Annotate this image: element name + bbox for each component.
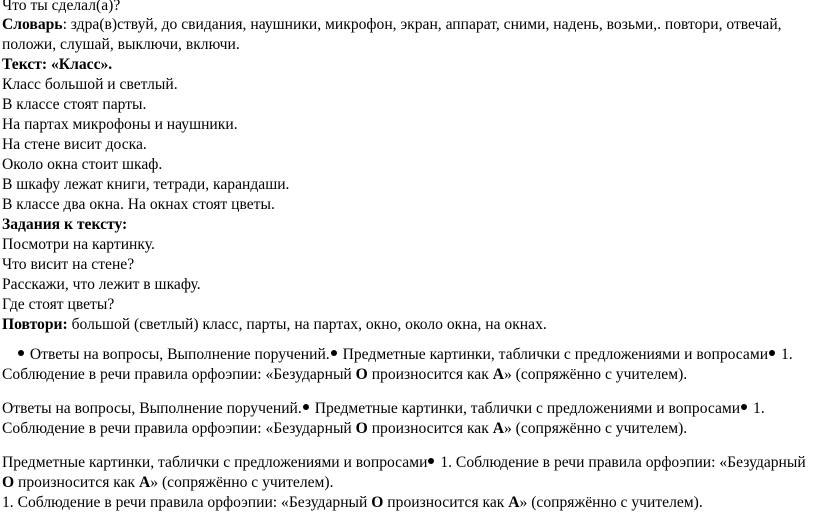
p1-line-2: Соблюдение в речи правила орфоэпии: «Безударный О произносится как А» (сопряжённо с учителем). [2, 366, 688, 383]
header-line: Что ты сделал(а)? [2, 0, 121, 14]
repeat-label: Повтори: [2, 316, 68, 333]
task-line: Расскажи, что лежит в шкафу. [2, 276, 201, 293]
bullet-icon [741, 404, 747, 410]
vocab-label: Словарь [2, 16, 63, 33]
text-line: На партах микрофоны и наушники. [2, 116, 238, 133]
bullet-icon [769, 350, 775, 356]
text-line: В шкафу лежат книги, тетради, карандаши. [2, 176, 290, 193]
task-line: Посмотри на картинку. [2, 236, 155, 253]
task-line: Что висит на стене? [2, 256, 135, 273]
repeat-line [2, 315, 547, 335]
text-title: Текст: «Класс». [2, 56, 113, 73]
p3-line-1: Предметные картинки, таблички с предложениями и вопросами 1. Соблюдение в речи правила орфоэпии: «Безударный [2, 454, 806, 471]
p4-line-1: 1. Соблюдение в речи правила орфоэпии: «Безударный О произносится как А» (сопряжённо с учителем). [2, 494, 703, 511]
vocab-line-1 [2, 15, 782, 35]
text-line: В классе два окна. На окнах стоят цветы. [2, 196, 275, 213]
p2-line-1: Ответы на вопросы, Выполнение поручений. Предметные картинки, таблички с предложениями и вопросами 1. [2, 400, 765, 417]
bullet-icon [428, 458, 434, 464]
text-line: Около окна стоит шкаф. [2, 156, 163, 173]
bullet-icon [18, 350, 24, 356]
p2-line-2: Соблюдение в речи правила орфоэпии: «Безударный О произносится как А» (сопряжённо с учителем). [2, 420, 688, 437]
bullet-icon [331, 350, 337, 356]
text-line: На стене висит доска. [2, 136, 147, 153]
tasks-title: Задания к тексту: [2, 216, 128, 233]
p1-line-1: Ответы на вопросы, Выполнение поручений. Предметные картинки, таблички с предложениями и вопросами 1. [17, 345, 793, 365]
text-line: Класс большой и светлый. [2, 76, 178, 93]
vocab-text-1: : здра(в)ствуй, до свидания, наушники, микрофон, экран, аппарат, сними, надень, возьми,. повтори, отвечай, [62, 16, 782, 33]
p3-line-2: О произносится как А» (сопряжённо с учителем). [2, 474, 334, 491]
text-line: В классе стоят парты. [2, 96, 147, 113]
repeat-text: большой (светлый) класс, парты, на партах, окно, около окна, на окнах. [67, 316, 547, 333]
task-line: Где стоят цветы? [2, 296, 115, 313]
bullet-icon [303, 404, 309, 410]
vocab-line-2: положи, слушай, выключи, включи. [2, 36, 240, 53]
